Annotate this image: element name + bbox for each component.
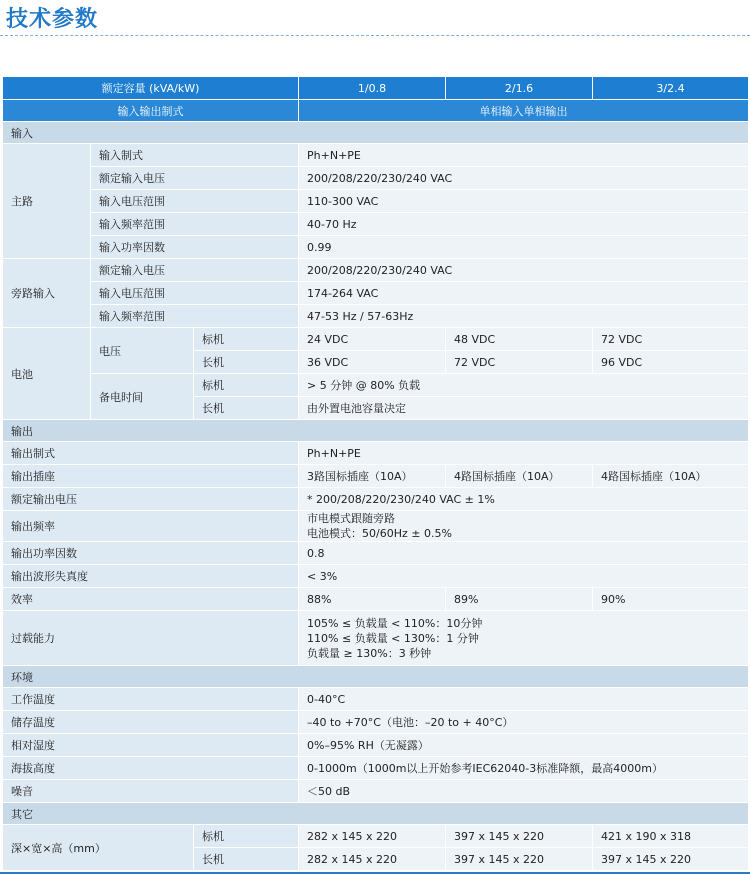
table-row: 输入频率范围 40-70 Hz (3, 213, 749, 236)
spec-table (2, 76, 749, 871)
table-row: 过载能力 105% ≤ 负载量 < 110%：10分钟 110% ≤ 负载量 < 130%：1 分钟 负载量 ≥ 130%：3 秒钟 (3, 611, 749, 666)
header-row (3, 77, 749, 100)
model-2: 2/1.6 (446, 77, 593, 100)
table-row: 输入频率范围 47-53 Hz / 57-63Hz (3, 305, 749, 328)
table-row: 额定输入电压 200/208/220/230/240 VAC (3, 167, 749, 190)
table-row: 输入电压范围 110-300 VAC (3, 190, 749, 213)
table-row: 主路 输入制式 Ph+N+PE (3, 144, 749, 167)
dimension-label: 深×宽×高（mm） (3, 825, 194, 871)
section-other: 其它 (3, 803, 749, 825)
table-row: 储存温度 –40 to +70°C（电池：–20 to + 40°C） (3, 711, 749, 734)
table-row: 长机 由外置电池容量决定 (3, 397, 749, 420)
section-environment: 环境 (3, 666, 749, 688)
table-row: 效率 88% 89% 90% (3, 588, 749, 611)
table-row: 长机 36 VDC 72 VDC 96 VDC (3, 351, 749, 374)
bypass-label: 旁路输入 (3, 259, 91, 328)
table-row: 相对湿度 0%–95% RH（无凝露） (3, 734, 749, 757)
main-label: 主路 (3, 144, 91, 259)
table-row: 电池 电压 标机 24 VDC 48 VDC 72 VDC (3, 328, 749, 351)
table-row: 输出功率因数 0.8 (3, 542, 749, 565)
model-1: 1/0.8 (299, 77, 446, 100)
type-row (3, 100, 749, 122)
type-label: 输入输出制式 (3, 100, 299, 122)
table-row: 长机 282 x 145 x 220 397 x 145 x 220 397 x 145 x 220 (3, 848, 749, 871)
table-row: 输出频率 市电模式跟随旁路 电池模式：50/60Hz ± 0.5% (3, 511, 749, 542)
model-3: 3/2.4 (593, 77, 749, 100)
table-row: 深×宽×高（mm） 标机 282 x 145 x 220 397 x 145 x 220 421 x 190 x 318 (3, 825, 749, 848)
table-row: 输入电压范围 174-264 VAC (3, 282, 749, 305)
battery-voltage-label: 电压 (91, 328, 194, 374)
title-divider (0, 35, 750, 36)
table-row: 工作温度 0-40°C (3, 688, 749, 711)
capacity-label: 额定容量 (kVA/kW) (3, 77, 299, 100)
section-output: 输出 (3, 420, 749, 442)
backup-label: 备电时间 (91, 374, 194, 420)
table-row: 噪音 ＜50 dB (3, 780, 749, 803)
page-title: 技术参数 (6, 7, 99, 32)
table-row: 旁路输入 额定输入电压 200/208/220/230/240 VAC (3, 259, 749, 282)
type-value: 单相输入单相输出 (299, 100, 749, 122)
table-row: 输出插座 3路国标插座（10A） 4路国标插座（10A） 4路国标插座（10A） (3, 465, 749, 488)
battery-label: 电池 (3, 328, 91, 420)
table-row: 输出波形失真度 < 3% (3, 565, 749, 588)
table-row: 海拔高度 0-1000m（1000m以上开始参考IEC62040-3标准降额，最高4000m） (3, 757, 749, 780)
section-input: 输入 (3, 122, 749, 144)
table-row: 额定输出电压 * 200/208/220/230/240 VAC ± 1% (3, 488, 749, 511)
table-row: 输出制式 Ph+N+PE (3, 442, 749, 465)
table-row: 输入功率因数 0.99 (3, 236, 749, 259)
table-row: 备电时间 标机 > 5 分钟 @ 80% 负载 (3, 374, 749, 397)
